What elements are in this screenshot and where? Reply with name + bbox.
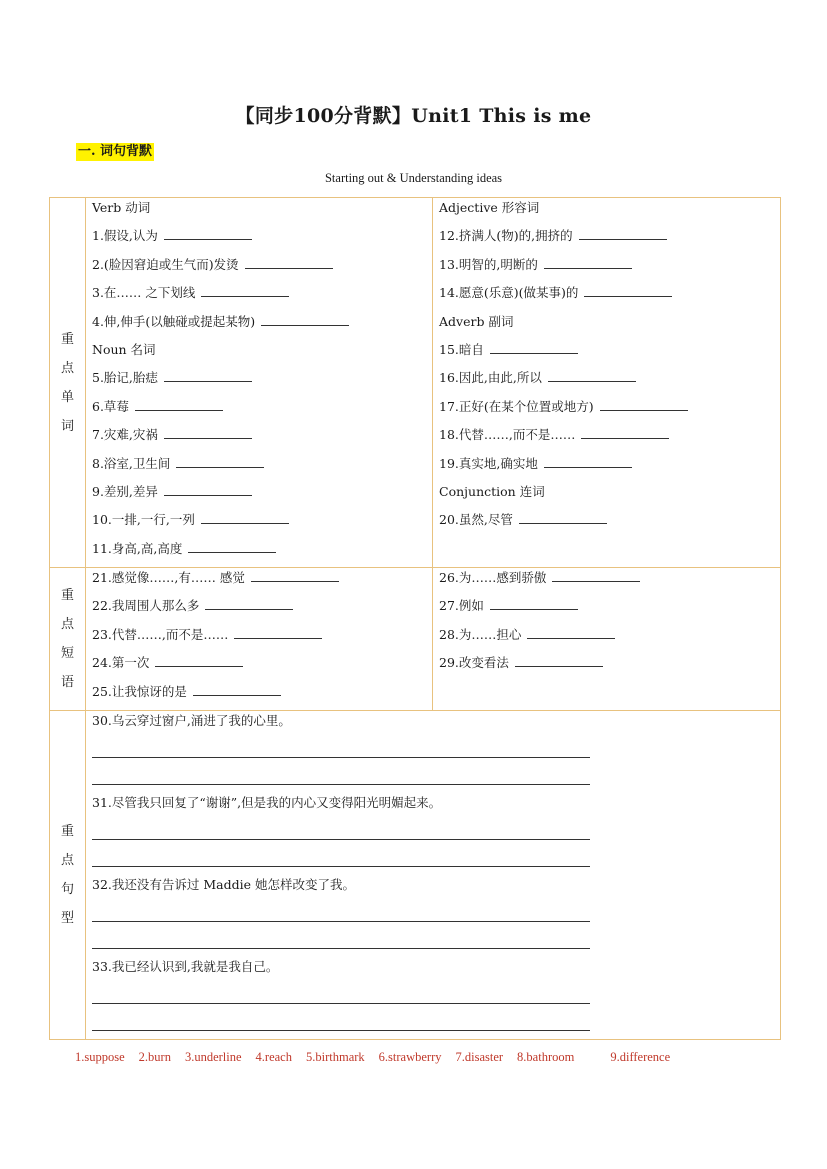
answer-blank[interactable] — [193, 682, 281, 696]
words-row-header — [50, 198, 86, 568]
vocab-item — [439, 226, 780, 254]
row-head-char: 重 — [60, 331, 74, 347]
answer-item: 5.birthmark — [305, 1050, 365, 1064]
vocab-item — [92, 397, 432, 425]
answer-blank[interactable] — [201, 510, 289, 524]
vocab-item — [439, 368, 780, 396]
vocab-item — [92, 539, 432, 567]
answer-blank[interactable] — [579, 226, 667, 240]
vocab-item — [439, 397, 780, 425]
sentence-prompt: 32.我还没有告诉过 Maddie 她怎样改变了我。 — [92, 877, 355, 893]
vocab-item — [439, 510, 780, 538]
answer-blank[interactable] — [164, 368, 252, 382]
category-text: Adjective 形容词 — [439, 200, 540, 215]
answer-blank[interactable] — [490, 340, 578, 354]
item-prompt: 20.虽然,尽管 — [439, 512, 513, 528]
vocab-item — [439, 568, 780, 596]
answer-blank[interactable] — [519, 510, 607, 524]
item-prompt: 26.为……感到骄傲 — [439, 570, 547, 586]
row-head-char: 重 — [60, 824, 74, 840]
item-prompt: 24.第一次 — [92, 655, 150, 671]
vocab-item — [439, 425, 780, 453]
answer-blank[interactable] — [490, 596, 578, 610]
writing-line[interactable] — [92, 840, 590, 867]
sentences-row-header — [50, 711, 86, 1040]
vocab-item — [92, 312, 432, 340]
vocab-item — [439, 653, 780, 681]
answer-blank[interactable] — [234, 625, 322, 639]
sentence-prompt: 30.乌云穿过窗户,涌进了我的心里。 — [92, 713, 291, 729]
answer-item: 1.suppose — [75, 1050, 125, 1064]
vocab-item — [439, 596, 780, 624]
vocab-item — [439, 255, 780, 283]
item-prompt: 13.明智的,明断的 — [439, 256, 538, 272]
row-head-char: 单 — [60, 389, 74, 405]
item-prompt: 17.正好(在某个位置或地方) — [439, 398, 594, 414]
item-prompt: 22.我周围人那么多 — [92, 598, 200, 614]
vocab-item — [92, 625, 432, 653]
item-prompt: 21.感觉像……,有…… 感觉 — [92, 570, 245, 586]
vocab-item — [92, 226, 432, 254]
vocab-item — [92, 653, 432, 681]
answer-blank[interactable] — [164, 482, 252, 496]
vocab-item — [92, 283, 432, 311]
item-prompt: 7.灾难,灾祸 — [92, 427, 158, 443]
item-prompt: 10.一排,一行,一列 — [92, 512, 195, 528]
vocab-item — [439, 454, 780, 482]
vocab-item — [439, 340, 780, 368]
subtitle: Starting out & Understanding ideas — [324, 171, 503, 185]
row-head-char: 点 — [60, 360, 74, 376]
answer-blank[interactable] — [600, 397, 688, 411]
category-label — [439, 198, 780, 226]
answer-blank[interactable] — [544, 454, 632, 468]
vocab-table — [49, 197, 781, 1040]
item-prompt: 4.伸,伸手(以触碰或提起某物) — [92, 313, 256, 329]
item-prompt: 5.胎记,胎痣 — [92, 370, 158, 386]
words-right-column — [433, 198, 781, 568]
answer-blank[interactable] — [245, 255, 333, 269]
answer-blank[interactable] — [164, 226, 252, 240]
answer-blank[interactable] — [155, 653, 243, 667]
item-prompt: 1.假设,认为 — [92, 228, 158, 244]
sentences-column — [86, 711, 781, 1040]
section-heading: 一. 词句背默 — [78, 144, 153, 159]
answer-blank[interactable] — [188, 539, 276, 553]
vocab-item — [92, 255, 432, 283]
answer-blank[interactable] — [584, 283, 672, 297]
item-prompt: 12.挤满人(物)的,拥挤的 — [439, 228, 573, 244]
category-label — [92, 198, 432, 226]
writing-line[interactable] — [92, 922, 590, 949]
category-text: Adverb 副词 — [439, 313, 514, 329]
writing-line[interactable] — [92, 895, 590, 922]
answer-item: 2.burn — [138, 1050, 171, 1064]
answer-blank[interactable] — [548, 368, 636, 382]
answer-blank[interactable] — [515, 653, 603, 667]
answer-blank[interactable] — [135, 397, 223, 411]
writing-line[interactable] — [92, 977, 590, 1004]
category-text: Noun 名词 — [92, 341, 156, 357]
item-prompt: 2.(脸因窘迫或生气而)发烫 — [92, 256, 239, 272]
category-text: Verb 动词 — [92, 200, 151, 215]
sentence-item — [92, 793, 780, 867]
vocab-item — [92, 454, 432, 482]
item-prompt: 15.暗自 — [439, 341, 484, 357]
row-head-char: 重 — [60, 588, 74, 604]
item-prompt: 18.代替……,而不是…… — [439, 427, 576, 443]
item-prompt: 27.例如 — [439, 598, 484, 614]
answer-blank[interactable] — [205, 596, 293, 610]
vocab-item — [439, 283, 780, 311]
item-prompt: 3.在…… 之下划线 — [92, 285, 196, 301]
answer-blank[interactable] — [261, 312, 349, 326]
writing-line[interactable] — [92, 731, 590, 758]
answer-item: 4.reach — [255, 1050, 292, 1064]
item-prompt: 23.代替……,而不是…… — [92, 626, 229, 642]
answer-blank[interactable] — [581, 425, 669, 439]
row-head-char: 语 — [60, 675, 74, 691]
row-head-char: 词 — [60, 418, 74, 434]
answer-blank[interactable] — [544, 255, 632, 269]
vocab-item — [92, 425, 432, 453]
answer-item: 8.bathroom — [517, 1050, 575, 1064]
category-text: Conjunction 连词 — [439, 483, 545, 499]
writing-line[interactable] — [92, 758, 590, 785]
vocab-item — [92, 482, 432, 510]
phrases-right-column — [433, 568, 781, 711]
item-prompt: 14.愿意(乐意)(做某事)的 — [439, 285, 579, 301]
item-prompt: 25.让我惊讶的是 — [92, 683, 187, 699]
item-prompt: 8.浴室,卫生间 — [92, 455, 171, 471]
category-label — [439, 312, 780, 340]
item-prompt: 19.真实地,确实地 — [439, 455, 538, 471]
answer-item: 3.underline — [184, 1050, 242, 1064]
answer-item: 9.difference — [610, 1050, 671, 1064]
sentence-prompt: 33.我已经认识到,我就是我自己。 — [92, 959, 279, 975]
answer-blank[interactable] — [201, 283, 289, 297]
words-left-column — [86, 198, 433, 568]
writing-line[interactable] — [92, 1004, 590, 1031]
vocab-item — [92, 510, 432, 538]
row-head-char: 点 — [60, 617, 74, 633]
answer-blank[interactable] — [552, 568, 640, 582]
vocab-item — [92, 682, 432, 710]
answer-blank[interactable] — [164, 425, 252, 439]
item-prompt: 6.草莓 — [92, 398, 129, 414]
category-label — [439, 482, 780, 510]
row-head-char: 点 — [60, 853, 74, 869]
vocab-item — [92, 596, 432, 624]
item-prompt: 29.改变看法 — [439, 655, 509, 671]
row-head-char: 短 — [60, 646, 74, 662]
row-head-char: 型 — [60, 911, 74, 927]
writing-line[interactable] — [92, 813, 590, 840]
vocab-item — [439, 625, 780, 653]
sentence-item — [92, 957, 780, 1031]
sentence-prompt: 31.尽管我只回复了“谢谢”,但是我的内心又变得阳光明媚起来。 — [92, 795, 442, 811]
item-prompt: 28.为……担心 — [439, 626, 522, 642]
answer-key — [75, 1050, 684, 1065]
item-prompt: 11.身高,高,高度 — [92, 540, 183, 556]
phrases-row-header — [50, 568, 86, 711]
answer-blank[interactable] — [527, 625, 615, 639]
vocab-item — [92, 368, 432, 396]
item-prompt: 16.因此,由此,所以 — [439, 370, 542, 386]
row-head-char: 句 — [60, 882, 74, 898]
answer-blank[interactable] — [251, 568, 339, 582]
category-label — [92, 340, 432, 368]
item-prompt: 9.差别,差异 — [92, 483, 158, 499]
page-title: 【同步100分背默】Unit1 This is me — [235, 105, 592, 127]
vocab-item — [92, 568, 432, 596]
phrases-left-column — [86, 568, 433, 711]
answer-blank[interactable] — [176, 454, 264, 468]
answer-item: 7.disaster — [455, 1050, 504, 1064]
answer-item: 6.strawberry — [378, 1050, 442, 1064]
sentence-item — [92, 875, 780, 949]
sentence-item — [92, 711, 780, 785]
